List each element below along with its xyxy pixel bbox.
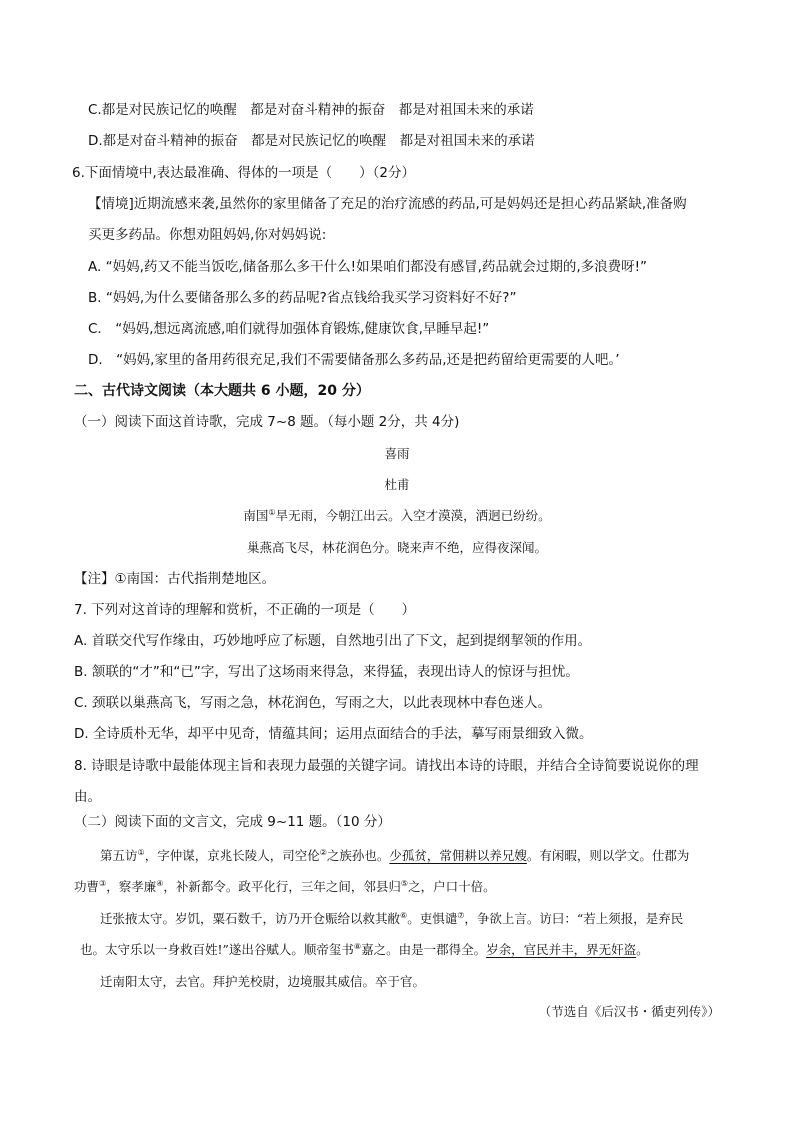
text-run: ，争欲上言。访曰：“若上须报，是弃民	[464, 911, 684, 926]
poem-line-1-rest: 旱无雨，今朝江出云。入空才漠漠，洒迥已纷纷。	[275, 508, 551, 523]
footnote-marker: ⑧	[353, 941, 362, 951]
subsection1-instruction: （一）阅读下面这首诗歌，完成 7~8 题。（每小题 2分，共 4分)	[74, 414, 460, 430]
text-run: 。吏惧谴	[407, 911, 458, 926]
q5-option-c: C.都是对民族记忆的唤醒 都是对奋斗精神的振奋 都是对祖国未来的承诺	[88, 102, 534, 118]
footnote-marker: ③	[99, 878, 107, 888]
section2-heading: 二、古代诗文阅读（本大题共 6 小题，20 分）	[74, 383, 370, 399]
poem-line-1-start: 南国	[243, 508, 269, 523]
underlined-sentence: 岁余，官民并丰，界无奸盗	[486, 942, 637, 957]
q7-option-c: C. 颈联以巢燕高飞，写雨之急，林花润色，写雨之大，以此表现林中春色迷人。	[74, 695, 552, 711]
q7-option-a: A. 首联交代写作缘由，巧妙地呼应了标题，自然地引出了下文，起到提纲挈领的作用。	[74, 633, 592, 649]
text-run: 嘉之。由是一郡得全。	[361, 942, 487, 957]
q7-stem: 7. 下列对这首诗的理解和赏析，不正确的一项是（ ）	[74, 602, 416, 618]
footnote-marker: ①	[268, 507, 276, 517]
q6-option-a: A. “妈妈,药又不能当饭吃,储备那么多干什么!如果咱们都没有感冒,药品就会过期的,多浪费呀!”	[88, 259, 648, 275]
q5-option-d: D.都是对奋斗精神的振奋 都是对民族记忆的唤醒 都是对祖国未来的承诺	[88, 133, 535, 149]
footnote-marker: ①	[137, 847, 145, 857]
text-run: 之族孙也。	[326, 848, 390, 863]
q8-stem-line1: 8. 诗眼是诗歌中最能体现主旨和表现力最强的关键字词。请找出本诗的诗眼，并结合全诗简要说说你的理	[74, 758, 699, 774]
poem-title: 喜雨	[384, 446, 410, 461]
q6-stem: 6.下面情境中,表达最准确、得体的一项是（ ）（2分）	[72, 165, 416, 181]
poem-line-1	[0, 507, 794, 525]
classical-p1-line1	[100, 847, 689, 865]
underlined-sentence: 少孤贫，常佣耕以养兄嫂	[389, 848, 527, 863]
text-run: 。	[636, 942, 649, 957]
footnote-marker: ⑦	[457, 910, 465, 920]
text-run: 之，户口十倍。	[408, 879, 496, 894]
q7-option-d: D. 全诗质朴无华，却平中见奇，情蕴其间；运用点面结合的手法，摹写雨景细致入微。	[74, 726, 593, 742]
classical-p1-line2	[74, 878, 496, 896]
text-run: ，补新都令。政平化行，三年之间，邻县归	[163, 879, 401, 894]
footnote-marker: ④	[156, 878, 164, 888]
text-run: 。有闲暇，则以学文。仕郡为	[526, 848, 690, 863]
footnote-marker: ⑤	[400, 878, 409, 888]
text-run: 迁张掖太守。岁饥，粟石数千，访乃开仓赈给以救其敝	[100, 911, 401, 926]
subsection2-instruction: （二）阅读下面的文言文，完成 9~11 题。（10 分）	[74, 814, 391, 830]
source-citation: （节选自《后汉书・循吏列传》）	[538, 1004, 720, 1019]
footnote-marker: ②	[319, 847, 327, 857]
q6-option-d: D. “妈妈,家里的备用药很充足,我们不需要储备那么多药品,还是把药留给更需要的人吧。’	[88, 352, 620, 368]
footnote-marker: ⑥	[400, 910, 408, 920]
text-run: 功曹	[74, 879, 100, 894]
text-run: ，字仲谋，京兆长陵人，司空伦	[144, 848, 320, 863]
poem-author: 杜甫	[384, 477, 410, 492]
q8-stem-line2: 由。	[74, 789, 101, 805]
q6-option-b: B. “妈妈,为什么要储备那么多的药品呢?省点钱给我买学习资料好不好?”	[88, 290, 517, 306]
q6-situation-line1: 【情境]近期流感来袭,虽然你的家里储备了充足的治疗流感的药品,可是妈妈还是担心药品紧缺,准备购	[88, 196, 687, 212]
text-run: 第五访	[100, 848, 138, 863]
q6-situation-line2: 买更多药品。你想劝阻妈妈,你对妈妈说:	[88, 227, 327, 243]
q7-option-b: B. 颔联的“才”和“已”字，写出了这场雨来得急，来得猛，表现出诗人的惊讶与担忧。	[74, 664, 579, 680]
q6-option-c: C. “妈妈,想远离流感,咱们就得加强体育锻炼,健康饮食,早睡早起!”	[88, 321, 490, 337]
classical-p2-line1	[100, 910, 683, 928]
classical-p2-line2	[80, 941, 649, 959]
poem-note: 【注】①南国：古代指荆楚地区。	[74, 571, 276, 587]
poem-line-2: 巢燕高飞尽，林花润色分。晓来声不绝，应得夜深闻。	[246, 540, 547, 555]
text-run: 也。太守乐以一身救百姓!”遂出谷赋人。顺帝玺书	[80, 942, 354, 957]
text-run: ，察孝廉	[106, 879, 157, 894]
classical-p3: 迁南阳太守，去官。拜护羌校尉，边境服其威信。卒于官。	[100, 974, 426, 989]
